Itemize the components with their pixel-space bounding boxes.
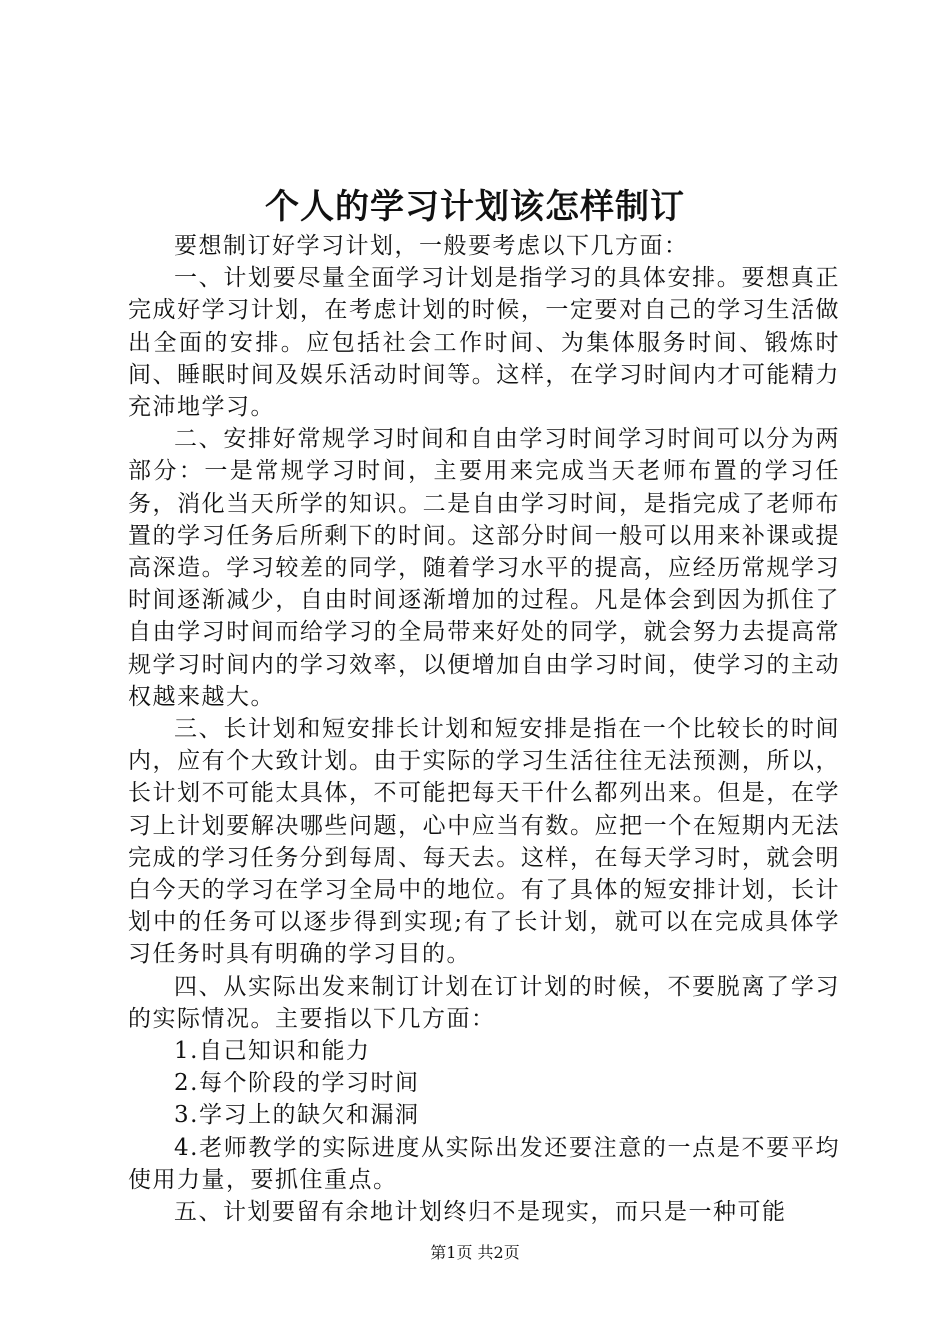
- paragraph-section-5: 五、计划要留有余地计划终归不是现实，而只是一种可能: [174, 1199, 787, 1226]
- document-title: 个人的学习计划该怎样制订: [265, 187, 685, 227]
- paragraph-section-1: 一、计划要尽量全面学习计划是指学习的具体安排。要想真正完成好学习计划，在考虑计划的时候，一定要对自己的学习生活做出全面的安排。应包括社会工作时间、为集体服务时间、锻炼时间、睡眠时间及娱乐活动时间等。这样，在学习时间内才可能精力充沛地学习。: [128, 265, 840, 421]
- paragraph-section-3: 三、长计划和短安排长计划和短安排是指在一个比较长的时间内，应有个大致计划。由于实际的学习生活往往无法预测，所以，长计划不可能太具体，不可能把每天干什么都列出来。但是，在学习上计划要解决哪些问题，心中应当有数。应把一个在短期内无法完成的学习任务分到每周、每天去。这样，在每天学习时，就会明白今天的学习在学习全局中的地位。有了具体的短安排计划，长计划中的任务可以逐步得到实现;有了长计划，就可以在完成具体学习任务时具有明确的学习目的。: [128, 716, 840, 968]
- paragraph-section-2: 二、安排好常规学习时间和自由学习时间学习时间可以分为两部分：一是常规学习时间，主要用来完成当天老师布置的学习任务，消化当天所学的知识。二是自由学习时间，是指完成了老师布置的学习任务后所剩下的时间。这部分时间一般可以用来补课或提高深造。学习较差的同学，随着学习水平的提高，应经历常规学习时间逐渐减少，自由时间逐渐增加的过程。凡是体会到因为抓住了自由学习时间而给学习的全局带来好处的同学，就会努力去提高常规学习时间内的学习效率，以便增加自由学习时间，使学习的主动权越来越大。: [128, 426, 840, 710]
- page-number-footer: 第1页 共2页: [430, 1243, 520, 1262]
- list-item-3: 3.学习上的缺欠和漏洞: [174, 1102, 420, 1129]
- paragraph-section-4: 四、从实际出发来制订计划在订计划的时候，不要脱离了学习的实际情况。主要指以下几方面：: [128, 973, 840, 1032]
- list-item-1: 1.自己知识和能力: [174, 1038, 371, 1065]
- document-body: [128, 230, 840, 1228]
- list-item-2: 2.每个阶段的学习时间: [174, 1070, 420, 1097]
- paragraph-intro: 要想制订好学习计划，一般要考虑以下几方面：: [174, 233, 689, 259]
- list-item-4: 4.老师教学的实际进度从实际出发还要注意的一点是不要平均使用力量，要抓住重点。: [128, 1134, 840, 1193]
